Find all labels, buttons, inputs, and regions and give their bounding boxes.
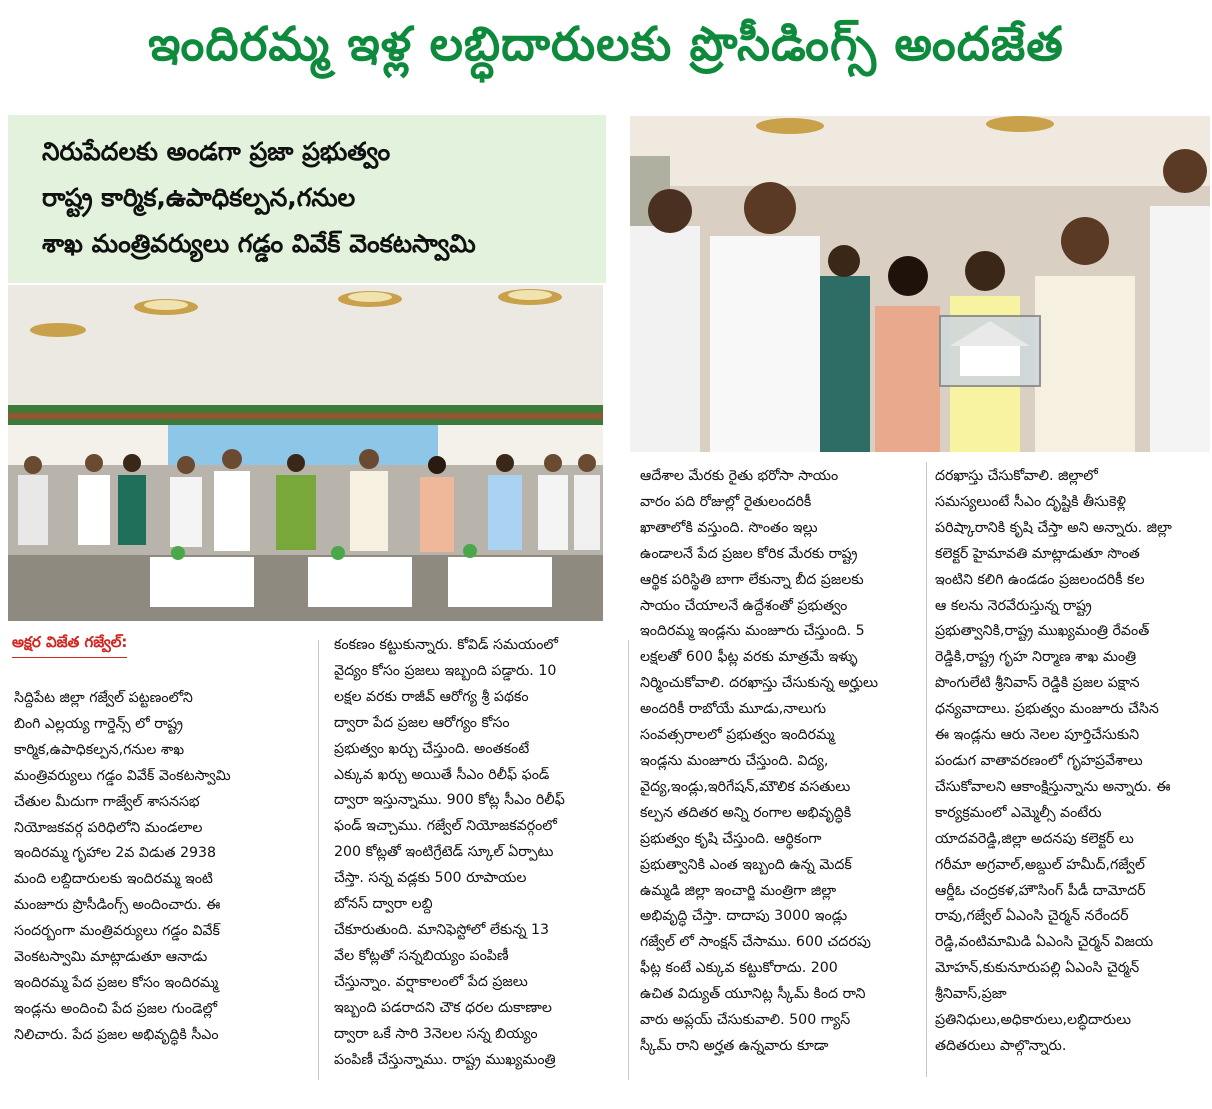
text-line: ఇండ్లను మంజూరు చేస్తుంది. విద్య,: [640, 752, 829, 769]
text-line: కార్యక్రమంలో ఎమ్మెల్సీ వంటేరు: [935, 804, 1102, 821]
text-line: దరఖాస్తు చేసుకోవాలి. జిల్లాలో: [935, 468, 1098, 484]
text-line: సాయం చేయాలనే ఉద్దేశంతో ప్రభుత్వం: [640, 597, 848, 614]
text-line: మోహన్,కుకునూరుపల్లి ఏఎంసి చైర్మన్: [935, 960, 1140, 977]
text-line: ఆదేశాల మేరకు రైతు భరోసా సాయం: [640, 468, 839, 484]
text-line: పొంగులేటి శ్రీనివాస్ రెడ్డికి ప్రజల పక్షాన: [935, 675, 1140, 692]
byline: అక్షర విజేత గజ్వేల్:: [12, 633, 127, 658]
text-line: ఉండాలనే పేద ప్రజల కోరిక మేరకు రాష్ట్ర: [640, 545, 858, 562]
text-line: శ్రీనివాస్,ప్రజా: [935, 986, 1007, 1003]
article-column-2: [334, 633, 624, 1073]
text-line: వైద్యం కోసం ప్రజలు ఇబ్బంది పడ్డారు. 10: [334, 662, 557, 679]
text-line: ఇండ్లను అందించి పేద ప్రజల గుండెల్లో: [14, 1000, 218, 1017]
event-stage-photo: [8, 285, 603, 621]
text-line: ఖాతాలోకి వస్తుంది. సొంతం ఇల్లు: [640, 519, 818, 536]
text-line: చేస్తా. సన్న వడ్లకు 500 రూపాయల: [334, 870, 527, 887]
text-line: కల్పన తదితర అన్ని రంగాల అభివృద్ధికి: [640, 804, 852, 821]
text-line: సందర్బంగా మంత్రివర్యులు గడ్డం వివేక్: [14, 923, 220, 940]
text-line: వారు అప్లయ్ చేసుకువాలి. 500 గ్యాస్: [640, 1012, 851, 1029]
handover-illustration: [630, 116, 1210, 452]
text-line: గరీమా అగ్రవాల్,అబ్దుల్ హమీద్,గజ్వేల్: [935, 856, 1145, 873]
text-line: నియోజకవర్గ పరిధిలోని మండలాల: [14, 819, 203, 836]
text-line: ప్రభుత్వం ఖర్చు చేస్తుంది. అంతకంటే: [334, 740, 530, 757]
text-line: చేకూరుతుంది. మానిఫెస్టోలో లేకున్న 13: [334, 921, 549, 938]
text-line: అందరికీ రాబోయే మూడు,నాలుగు: [640, 701, 827, 718]
text-line: బింగి ఎల్లయ్య గార్డెన్స్ లో రాష్ట్ర: [14, 715, 183, 732]
subheadline-box: [8, 115, 606, 283]
text-line: వారం పది రోజుల్లో రైతులందరికీ: [640, 493, 812, 510]
text-line: చేసుకోవాలని ఆకాంక్షిస్తున్నాను అన్నారు. ఈ: [935, 778, 1171, 795]
text-line: గజ్వేల్ లో సాంక్షన్ చేసాము. 600 చదరపు: [640, 934, 871, 951]
text-line: 200 కోట్లతో ఇంటిగ్రేటెడ్ స్కూల్ ఏర్పాటు: [334, 844, 554, 861]
subheadline-line-1: నిరుపేదలకు అండగా ప్రజా ప్రభుత్వం: [42, 137, 391, 166]
subheadline-line-2: రాష్ట్ర కార్మిక,ఉపాధికల్పన,గనుల: [42, 183, 356, 212]
text-line: రావు,గజ్వేల్ ఏఎంసి చైర్మన్ నరేందర్: [935, 908, 1129, 925]
text-line: పంపిణీ చేస్తున్నాము. రాష్ట్ర ముఖ్యమంత్రి: [334, 1051, 556, 1068]
text-line: ఇందిరమ్మ గృహాల 2వ విడుత 2938: [14, 845, 217, 862]
column-rule-2: [628, 640, 629, 1080]
text-line: చేస్తున్నాం. వర్షాకాలంలో పేద ప్రజలు: [334, 973, 528, 990]
text-line: రెడ్డి,వంటిమామిడి ఏఎంసి చైర్మన్ విజయ: [935, 934, 1154, 951]
text-line: సంవత్సరాలలో ప్రభుత్వం ఇందిరమ్మ: [640, 727, 835, 744]
text-line: నిర్మించుకోవాలి. దరఖాస్తు చేసుకున్న అర్హులు: [640, 675, 879, 692]
text-line: కంకణం కట్టుకున్నారు. కోవిడ్ సమయంలో: [334, 637, 558, 653]
text-line: ఇబ్బంది పడరాదని చౌక ధరల దుకాణాల: [334, 999, 552, 1016]
text-line: ప్రభుత్వం కృషి చేస్తుంది. ఆర్థికంగా: [640, 830, 822, 847]
article-column-4: [935, 464, 1212, 1060]
article-column-1: [14, 686, 296, 1049]
text-line: ఇంటిని కలిగి ఉండడం ప్రజలందరికీ కల: [935, 571, 1145, 588]
text-line: ఆ కలను నెరవేరుస్తున్న రాష్ట్ర: [935, 597, 1092, 614]
text-line: కలెక్టర్ హైమావతి మాట్లాడుతూ సొంత: [935, 545, 1140, 562]
text-line: మంత్రివర్యులు గడ్డం వివేక్ వెంకటస్వామి: [14, 767, 231, 784]
text-line: వైద్య,ఇండ్లు,ఇరిగేషన్,మౌలిక వసతులు: [640, 778, 851, 795]
text-line: పండుగ వాతావరణంలో గృహప్రవేశాలు: [935, 752, 1143, 769]
text-line: కార్మిక,ఉపాధికల్పన,గనుల శాఖ: [14, 741, 185, 758]
text-line: వెంకటస్వామి మాట్లాడుతూ ఆనాడు: [14, 949, 208, 966]
text-line: ద్వారా పేద ప్రజల ఆరోగ్యం కోసం: [334, 714, 510, 731]
text-line: ప్రభుత్వానికి,రాష్ట్ర ముఖ్యమంత్రి రేవంత్: [935, 623, 1150, 640]
text-line: యాదవరెడ్డి,జిల్లా అదనపు కలెక్టర్ లు: [935, 830, 1134, 847]
text-line: ఫండ్ ఇచ్చాము. గజ్వేల్ నియోజకవర్గంలో: [334, 818, 557, 835]
column-rule-1: [318, 640, 319, 1080]
text-line: ఆర్డీఓ చంద్రకళ,హౌసింగ్ పీడీ దామోదర్: [935, 882, 1146, 899]
text-line: మంజూరు ప్రొసీడింగ్స్ అందించారు. ఈ: [14, 897, 221, 914]
text-line: సిద్దిపేట జిల్లా గజ్వేల్ పట్టణంలోని: [14, 690, 193, 706]
text-line: లక్షలతో 600 ఫీట్ల వరకు మాత్రమే ఇళ్ళు: [640, 649, 858, 666]
text-line: ఆర్థిక పరిస్థితి బాగా లేకున్నా బీద ప్రజలకు: [640, 571, 864, 588]
text-line: ప్రభుత్వానికి ఎంత ఇబ్బంది ఉన్న మెదక్: [640, 856, 852, 873]
text-line: వేల కోట్లతో సన్నబియ్యం పంపిణీ: [334, 947, 509, 964]
text-line: ఉమ్మడి జిల్లా ఇంచార్జి మంత్రిగా జిల్లా: [640, 882, 837, 899]
text-line: ఎక్కువ ఖర్చు అయితే సీఎం రిలీఫ్ ఫండ్: [334, 766, 550, 783]
text-line: ఇందిరమ్మ పేద ప్రజల కోసం ఇందిరమ్మ: [14, 974, 219, 991]
event-stage-illustration: [8, 285, 603, 621]
article-column-3: [640, 464, 930, 1060]
text-line: రెడ్డికి,రాష్ట్ర గృహ నిర్మాణ శాఖ మంత్రి: [935, 649, 1137, 666]
model-house-handover-photo: [630, 116, 1210, 452]
text-line: స్కీమ్ రాని అర్హత ఉన్నవారు కూడా: [640, 1037, 829, 1054]
text-line: పరిష్కారానికి కృషి చేస్తా అని అన్నారు. జిల్లా: [935, 519, 1172, 536]
subheadline-line-3: శాఖ మంత్రివర్యులు గడ్డం వివేక్ వెంకటస్వామి: [42, 229, 476, 258]
text-line: తదితరులు పాల్గొన్నారు.: [935, 1037, 1067, 1054]
text-line: సమస్యలుంటే సీఎం దృష్టికి తీసుకెళ్లి: [935, 493, 1126, 510]
text-line: ప్రతినిధులు,అధికారులు,లబ్ధిదారులు: [935, 1012, 1132, 1029]
text-line: ద్వారా ఇస్తున్నాము. 900 కోట్ల సీఎం రిలీఫ్: [334, 792, 565, 809]
text-line: ధన్యవాదాలు. ప్రభుత్వం మంజూరు చేసిన: [935, 701, 1159, 718]
text-line: ఉచిత విద్యుత్ యూనిట్ల స్కీమ్ కింద రాని: [640, 986, 866, 1003]
text-line: ద్వారా ఒకే సారి 3నెలల సన్న బియ్యం: [334, 1025, 538, 1042]
headline: ఇందిరమ్మ ఇళ్ల లబ్ధిదారులకు ప్రొసీడింగ్స్ అందజేత: [148, 17, 1064, 72]
text-line: నిలిచారు. పేద ప్రజల అభివృద్ధికి సీఎం: [14, 1026, 219, 1043]
text-line: అభివృద్ధి చేస్తా. దాదాపు 3000 ఇండ్లు: [640, 908, 848, 925]
text-line: మంది లబ్దిదారులకు ఇందిరమ్మ ఇంటి: [14, 871, 213, 888]
text-line: బోనస్ ద్వారా లబ్ది: [334, 896, 433, 913]
text-line: చేతుల మీదుగా గాజ్వేల్ శాసనసభ: [14, 793, 200, 810]
text-line: ఈ ఇండ్లను ఆరు నెలల పూర్తిచేసుకుని: [935, 727, 1140, 744]
text-line: ఫీట్ల కంటే ఎక్కువ కట్టుకోరాదు. 200: [640, 960, 838, 977]
text-line: ఇందిరమ్మ ఇండ్లను మంజూరు చేస్తుంది. 5: [640, 623, 865, 640]
text-line: లక్షల వరకు రాజీవ్ ఆరోగ్య శ్రీ పథకం: [334, 688, 529, 705]
